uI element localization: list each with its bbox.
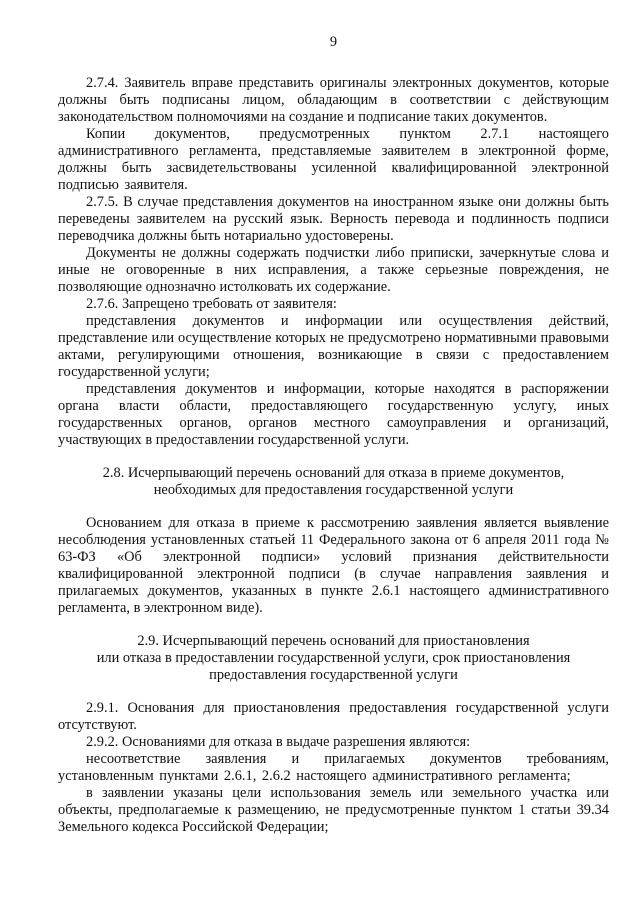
- paragraph-2-7-4: 2.7.4. Заявитель вправе представить оригиналы электронных документов, которые должны быть подписаны лицом, обладающим в соответствии с действующим законодательством полномочиями на создание и подписание таких документов.: [58, 75, 609, 125]
- section-heading-2-9: [58, 633, 609, 684]
- paragraph-prohibition-2: представления документов и информации, которые находятся в распоряжении органа власти области, предоставляющего государственную услугу, иных государственных органов, органов местного самоуправления и организаций, участвующих в предоставлении государственной услуги.: [58, 381, 609, 448]
- paragraph-documents-requirements: Документы не должны содержать подчистки либо приписки, зачеркнутые слова и иные не оговоренные в них исправления, а также серьезные повреждения, не позволяющие однозначно истолковать их содержание.: [58, 245, 609, 295]
- paragraph-2-8-grounds: Основанием для отказа в приеме к рассмотрению заявления является выявление несоблюдения установленных статьей 11 Федерального закона от 6 апреля 2011 года № 63-ФЗ «Об электронной подписи» условий признания действительности квалифицированной электронной подписи (в случае направления заявления и прилагаемых документов, указанных в пункте 2.6.1 настоящего административного регламента, в электронном виде).: [58, 515, 609, 616]
- paragraph-2-9-2: 2.9.2. Основаниями для отказа в выдаче разрешения являются:: [86, 734, 471, 750]
- heading-line: необходимых для предоставления государственной услуги: [153, 482, 514, 498]
- heading-line: 2.8. Исчерпывающий перечень оснований для отказа в приеме документов,: [102, 465, 565, 481]
- page-number: 9: [329, 34, 338, 50]
- heading-line: 2.9. Исчерпывающий перечень оснований для приостановления: [137, 633, 530, 649]
- spacer: [58, 684, 609, 700]
- section-heading-2-8: [58, 465, 609, 499]
- paragraph-2-9-1: 2.9.1. Основания для приостановления предоставления государственной услуги отсутствуют.: [58, 700, 609, 733]
- spacer: [58, 617, 609, 633]
- heading-line: предоставления государственной услуги: [209, 667, 458, 683]
- paragraph-copies: Копии документов, предусмотренных пунктом 2.7.1 настоящего административного регламента, представляемые заявителем в электронной форме, должны быть засвидетельствованы усиленной квалифицированной электронной подписью заявителя.: [58, 126, 609, 193]
- spacer: [58, 499, 609, 515]
- paragraph-prohibition-1: представления документов и информации или осуществления действий, представление или осуществление которых не предусмотрено нормативными правовыми актами, регулирующими отношения, возникающие в связи с предоставлением государственной услуги;: [58, 313, 609, 380]
- paragraph-refusal-2: в заявлении указаны цели использования земель или земельного участка или объекты, предполагаемые к размещению, не предусмотренные пунктом 1 статьи 39.34 Земельного кодекса Российской Федерации;: [58, 785, 609, 835]
- spacer: [58, 449, 609, 465]
- paragraph-2-7-5: 2.7.5. В случае представления документов на иностранном языке они должны быть переведены заявителем на русский язык. Верность перевода и подлинность подписи переводчика должны быть нотариально удостоверены.: [58, 194, 609, 244]
- heading-line: или отказа в предоставлении государственной услуги, срок приостановления: [96, 650, 571, 666]
- paragraph-2-7-6: 2.7.6. Запрещено требовать от заявителя:: [86, 296, 337, 312]
- paragraph-refusal-1: несоответствие заявления и прилагаемых документов требованиям, установленным пунктами 2.6.1, 2.6.2 настоящего административного регламента;: [58, 751, 609, 784]
